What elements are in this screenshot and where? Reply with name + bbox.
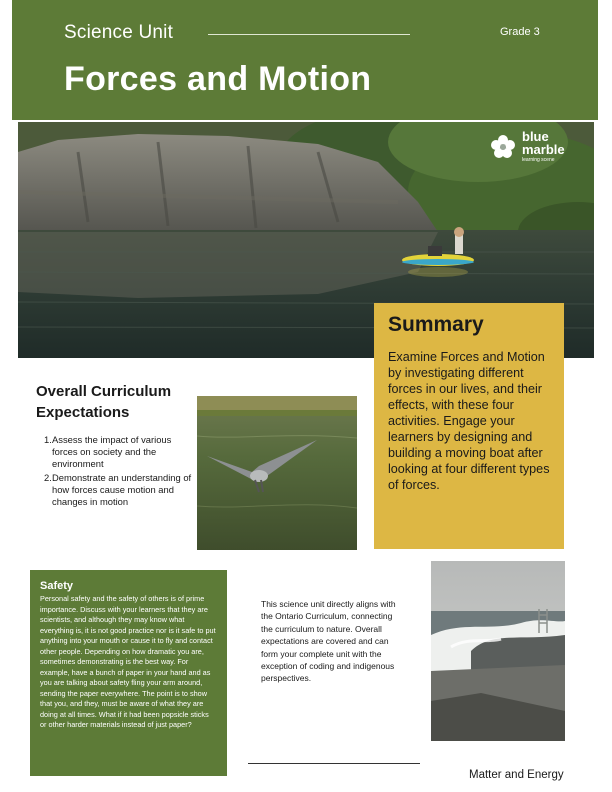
safety-heading: Safety [40, 580, 74, 592]
list-item [44, 434, 194, 471]
summary-text: Examine Forces and Motion by investigating different forces in our lives, and their effects, with these four activities. Engage your learners by designing and building a moving boat after looking at four different types of forces. [388, 350, 550, 492]
list-item-text: Assess the impact of various forces on society and the environment [52, 434, 172, 470]
expectations-list [44, 434, 194, 509]
summary-box [374, 303, 564, 549]
list-item-text: Demonstrate an understanding of how forces cause motion and changes in motion [52, 471, 192, 508]
footer-divider [248, 763, 420, 764]
page-title: Forces and Motion [64, 60, 372, 98]
heron-photo [197, 396, 357, 550]
header-divider [208, 34, 410, 35]
logo-line-1: blue [522, 129, 549, 144]
safety-box [30, 570, 227, 776]
safety-text: Personal safety and the safety of others is of prime importance. Discuss with your learners that they are scientists, and although they may know what everything is, it is not good practice nor is it safe to put anything into your mouth or cause it to fly and contact other people. Depending on how dramatic you are, sometimes demonstrating is the best way. For example, have a bunch of paper in your hand and as you are talking about safety fling your arm around, sending the paper everywhere. The point is to show that you, and they, must be aware of what they are doing at all times. What if it had been popsicle sticks or other harder materials instead of just paper? [40, 594, 216, 729]
list-item-number: 1. [44, 434, 52, 445]
summary-heading: Summary [388, 313, 484, 336]
logo-line-2: marble [522, 142, 565, 157]
expectations-heading: Overall Curriculum Expectations [36, 383, 172, 421]
blue-marble-logo [488, 128, 580, 170]
list-item-number: 2. [44, 471, 52, 483]
grade-label: Grade 3 [500, 26, 540, 38]
unit-label: Science Unit [64, 22, 174, 43]
marble-flower-icon [488, 132, 518, 162]
header-banner [12, 0, 598, 120]
logo-wordmark [522, 130, 565, 156]
list-item [44, 472, 194, 509]
footer-strand-label: Matter and Energy [469, 769, 564, 781]
logo-tagline: learning scene [522, 157, 555, 163]
crashing-waves-photo [431, 561, 565, 741]
curriculum-alignment-text: This science unit directly aligns with the Ontario Curriculum, connecting the curriculum to nature. Overall expectations are covered and can form your complete unit with the exception of coding and indigenous perspectives. [261, 599, 396, 684]
